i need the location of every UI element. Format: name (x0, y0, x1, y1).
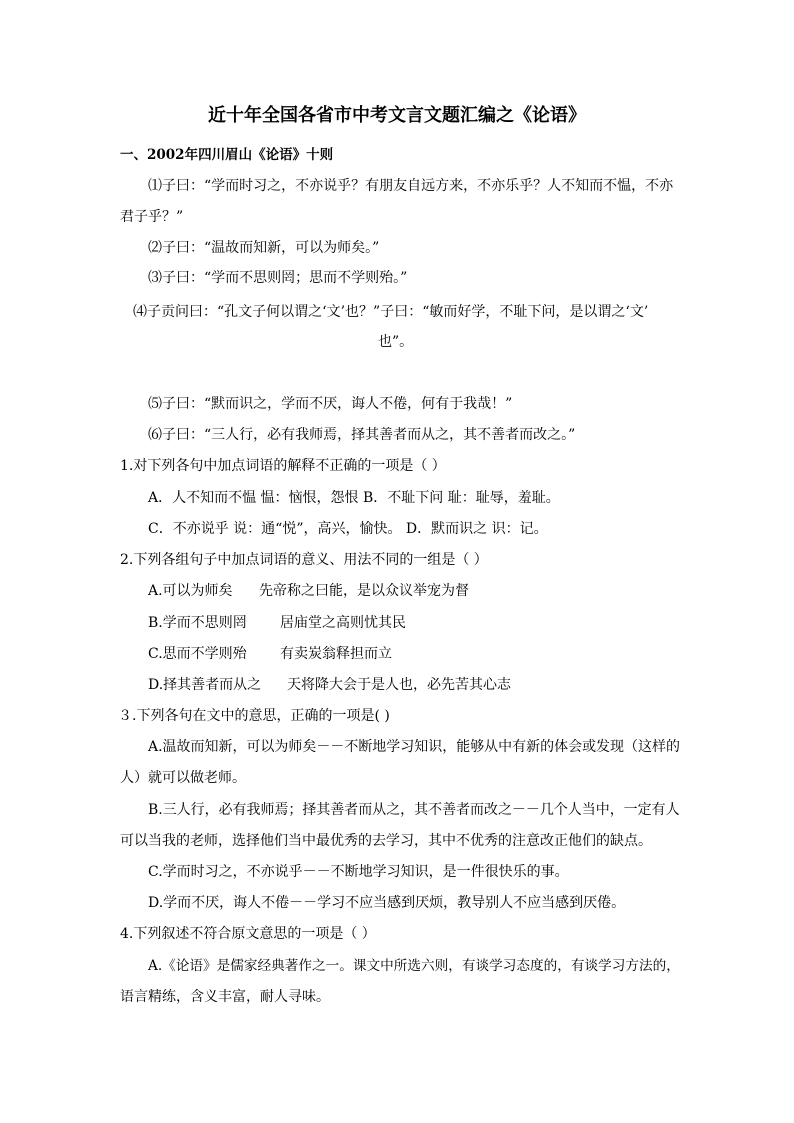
passage-6: ⑹子曰：“三人行，必有我师焉，择其善者而从之，其不善者而改之。” (148, 427, 576, 443)
question-1-option-ab: A．人不知而不愠 愠：恼恨，怨恨 B．不耻下问 耻：耻辱，羞耻。 (148, 490, 560, 506)
question-4-stem: 4.下列叙述不符合原文意思的一项是（ ） (120, 926, 376, 942)
question-2-option-a-left: A.可以为师矣 (148, 583, 233, 599)
question-3-option-b-line-2: 可以当我的老师，选择他们当中最优秀的去学习，其中不优秀的注意改正他们的缺点。 (120, 833, 652, 849)
question-4-option-a-line-1: A.《论语》是儒家经典著作之一。课文中所选六则，有谈学习态度的，有谈学习方法的， (148, 958, 680, 974)
passage-5: ⑸子曰：“默而识之，学而不厌，诲人不倦，何有于我哉！” (148, 396, 513, 412)
question-2-option-b-left: B.学而不思则罔 (148, 615, 247, 631)
passage-4-line-2: 也”。 (378, 334, 414, 350)
question-2-option-a-right: 先帝称之曰能，是以众议举宠为督 (259, 583, 469, 599)
question-1-option-cd: C．不亦说乎 说：通“悦”，高兴，愉快。 D．默而识之 识：记。 (148, 521, 548, 537)
passage-3: ⑶子曰：“学而不思则罔；思而不学则殆。” (148, 270, 408, 286)
passage-4-line-1: ⑷子贡问曰：“孔文子何以谓之‘文’也？”子曰：“敏而好学，不耻下问，是以谓之‘文’ (133, 304, 649, 320)
question-2-option-d-left: D.择其善者而从之 (148, 677, 262, 693)
question-3-option-a-line-2: 人）就可以做老师。 (120, 770, 246, 786)
passage-1-line-1: ⑴子曰：“学而时习之，不亦说乎？有朋友自远方来，不亦乐乎？人不知而不愠，不亦 (148, 178, 674, 194)
question-3-option-d: D.学而不厌，诲人不倦－－学习不应当感到厌烦，教导别人不应当感到厌倦。 (148, 895, 626, 911)
question-1-stem: 1.对下列各句中加点词语的解释不正确的一项是（ ） (120, 458, 446, 474)
document-title: 近十年全国各省市中考文言文题汇编之《论语》 (208, 105, 586, 126)
question-2-option-c-left: C.思而不学则殆 (148, 646, 247, 662)
question-2-stem: 2.下列各组句子中加点词语的意义、用法不同的一组是（ ） (120, 552, 488, 568)
question-2-option-b-right: 居庙堂之高则忧其民 (280, 615, 406, 631)
question-3-stem: ３.下列各句在文中的意思，正确的一项是( ) (118, 708, 390, 724)
question-3-option-a-line-1: A.温故而知新，可以为师矣－－不断地学习知识，能够从中有新的体会或发现（这样的 (148, 739, 680, 755)
question-3-option-b-line-1: B.三人行，必有我师焉；择其善者而从之，其不善者而改之－－几个人当中，一定有人 (148, 802, 680, 818)
question-2-option-c-right: 有卖炭翁释担而立 (280, 646, 392, 662)
question-4-option-a-line-2: 语言精练，含义丰富，耐人寻味。 (120, 989, 330, 1005)
question-3-option-c: C.学而时习之，不亦说乎－－不断地学习知识，是一件很快乐的事。 (148, 864, 569, 880)
passage-1-line-2: 君子乎？” (120, 209, 184, 225)
section-heading: 一、2002年四川眉山《论语》十则 (120, 147, 334, 163)
question-2-option-d-right: 天将降大会于是人也，必先苦其心志 (287, 677, 511, 693)
passage-2: ⑵子曰：“温故而知新，可以为师矣。” (148, 240, 380, 256)
